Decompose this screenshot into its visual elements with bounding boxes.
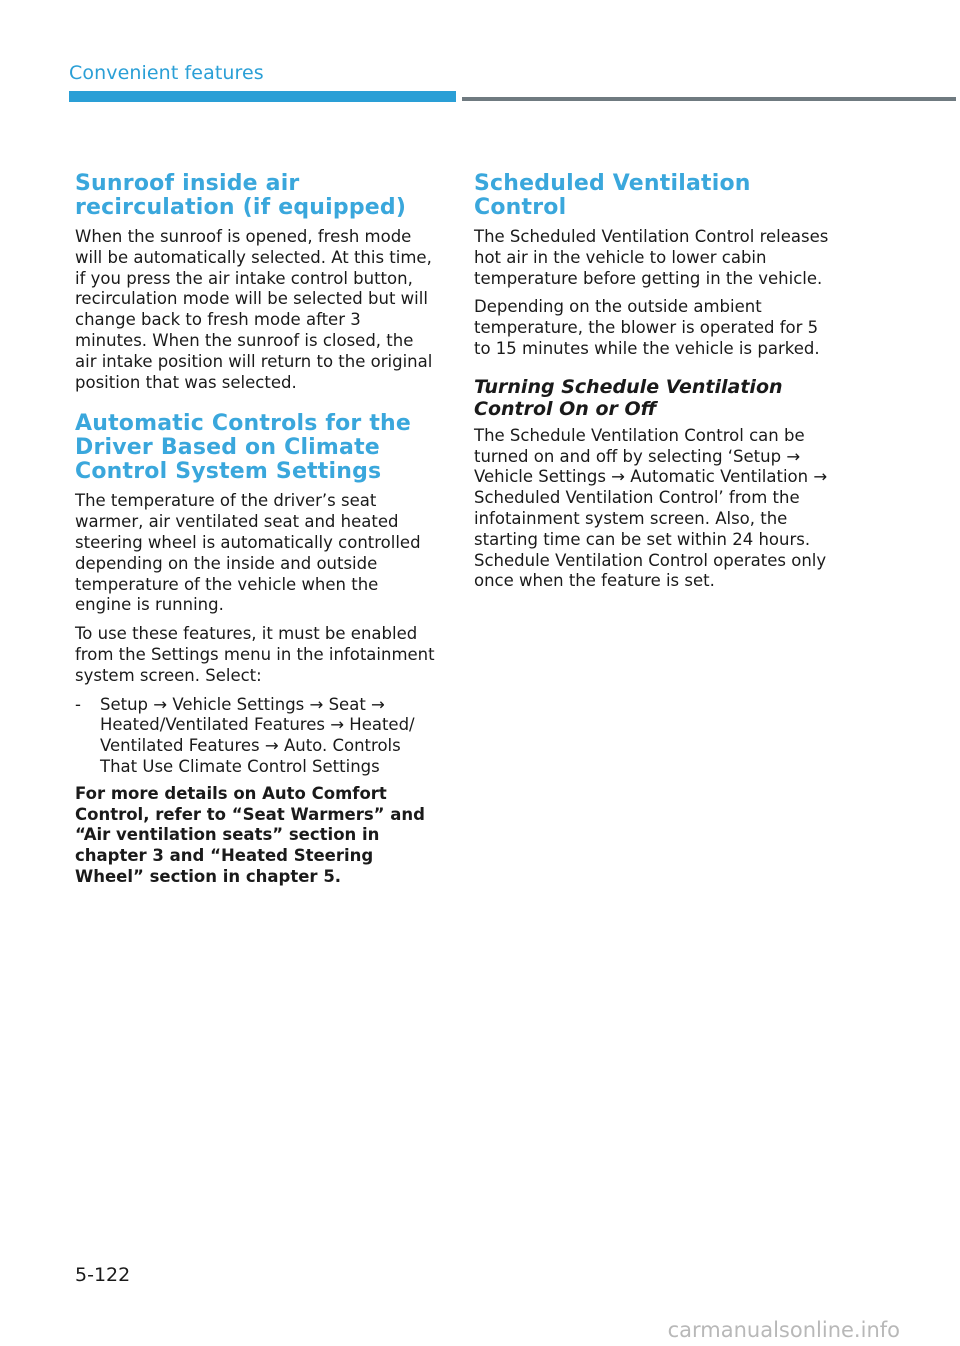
turning-on-off-paragraph: The Schedule Ventilation Control can be turned on and off by selecting ‘Setup → Vehicle Settings → Automatic Ventilation → Scheduled Ventilation Control’ from the infotainment system screen. Also, the starting time can be set within 24 hours. Schedule Ventilation Control operates only once when the feature is set. [474, 425, 828, 591]
spacer [474, 368, 836, 376]
page-number: 5-122 [75, 1264, 131, 1286]
right-column [474, 172, 836, 600]
settings-path-text: Setup → Vehicle Settings → Seat → Heated/Ventilated Features → Heated/ Ventilated Features → Auto. Controls That Use Climate Control Settings [100, 694, 415, 776]
automatic-controls-paragraph-1: The temperature of the driver’s seat warmer, air ventilated seat and heated steering wheel is automatically controlled depending on the inside and outside temperature of the vehicle when the engine is running. [75, 491, 421, 615]
scheduled-ventilation-paragraph-2: Depending on the outside ambient temperature, the blower is operated for 5 to 15 minutes while the vehicle is parked. [474, 297, 820, 358]
section-title-automatic-controls: Automatic Controls for the Driver Based on Climate Control System Settings [75, 411, 412, 485]
list-item [75, 695, 437, 778]
header-rule-gray [462, 97, 956, 101]
sunroof-paragraph: When the sunroof is opened, fresh mode will be automatically selected. At this time, if you press the air intake control button, recirculation mode will be selected but will change back to fresh mode after 3 minutes. When the sunroof is closed, the air intake position will return to the original position that was selected. [75, 227, 433, 392]
watermark: carmanualsonline.info [667, 1318, 900, 1342]
left-column [75, 172, 437, 888]
header-rule-accent [69, 91, 456, 102]
automatic-controls-paragraph-2: To use these features, it must be enabled from the Settings menu in the infotainment system screen. Select: [75, 624, 435, 685]
subsection-title-turning-on-off: Turning Schedule Ventilation Control On or Off [474, 375, 783, 420]
note-paragraph: For more details on Auto Comfort Control, refer to “Seat Warmers” and “Air ventilation seats” section in chapter 3 and “Heated Steering Wheel” section in chapter 5. [75, 783, 425, 886]
section-title-scheduled-ventilation: Scheduled Ventilation Control [474, 171, 751, 220]
bullet-dash: - [75, 694, 81, 714]
section-title-sunroof: Sunroof inside air recirculation (if equipped) [75, 171, 407, 220]
scheduled-ventilation-paragraph-1: The Scheduled Ventilation Control releases hot air in the vehicle to lower cabin temperature before getting in the vehicle. [474, 227, 829, 288]
chapter-title: Convenient features [69, 62, 264, 84]
